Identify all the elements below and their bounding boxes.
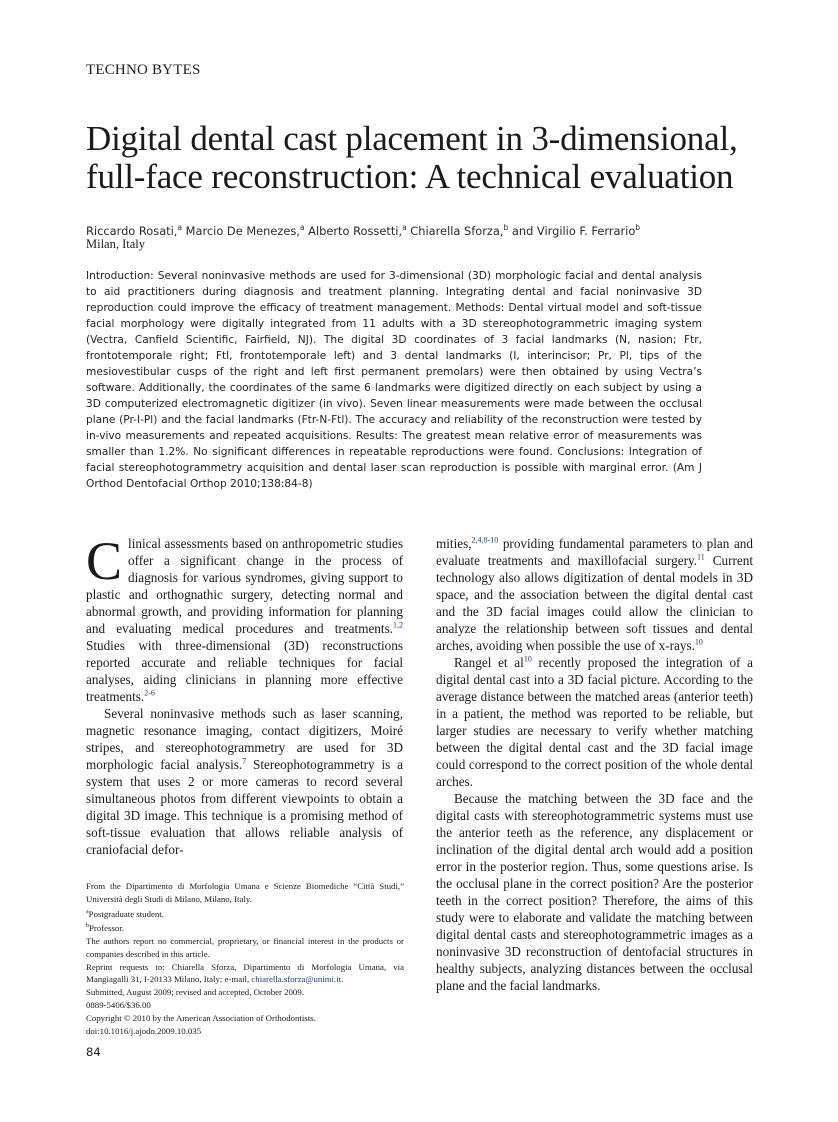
section-label: TECHNO BYTES — [86, 62, 201, 78]
author-name: Marcio De Menezes, — [182, 223, 300, 238]
citation-ref[interactable]: 7 — [242, 756, 247, 766]
author-list — [86, 219, 766, 240]
footnote-text: Postgraduate student. — [88, 908, 164, 919]
article-title: Digital dental cast placement in 3-dimensional, full-face reconstruction: A technical evaluation — [86, 119, 738, 196]
body-text: Studies with three-dimensional (3D) reconstructions reported accurate and reliable techniques for facial analyses, aiding clinicians in planning more effective treatments. — [86, 638, 403, 704]
body-text: Stereophotogrammetry is a system that uses 2 or more cameras to record several simultaneous photos from different viewpoints to obtain a digital 3D image. This technique is a promising method of soft-tissue evaluation that allows reliable analysis of craniofacial defor- — [86, 757, 403, 857]
affiliation-mark: b — [503, 223, 509, 232]
author-name: Alberto Rossetti, — [304, 223, 403, 238]
email-link[interactable]: chiarella.sforza@unimi.it — [251, 974, 342, 985]
body-text: Rangel et al — [454, 655, 524, 670]
body-paragraph — [436, 654, 753, 790]
author-name: Chiarella Sforza, — [406, 223, 504, 238]
body-text: Several noninvasive methods such as laser scanning, magnetic resonance imaging, contact digitizers, Moiré stripes, and stereophotogrammetry are used for 3D morphologic facial analysis. — [86, 706, 403, 772]
body-column-left — [86, 531, 403, 858]
body-text: Current technology also allows digitization of dental models in 3D space, and the association between the digital dental cast and the 3D facial images could allow the clinician to analyze the relationship between soft tissues and dental arches, avoiding when possible the use of x-rays. — [436, 553, 753, 653]
citation-ref[interactable]: 1,2 — [393, 620, 403, 630]
page-number: 84 — [86, 1045, 101, 1059]
body-paragraph — [436, 535, 753, 654]
footnote-text: Professor. — [89, 923, 124, 934]
affiliation-mark: b — [635, 223, 641, 232]
citation-ref[interactable]: 10 — [523, 654, 532, 664]
citation-ref[interactable]: 2,4,8-10 — [471, 535, 499, 545]
footnote-text: Reprint requests to: Chiarella Sforza, Dipartimento di Morfologia Umana, via Mangiagalli 31, I-20133 Milano, Italy; e-mail, — [86, 961, 404, 985]
affiliation-mark: a — [402, 223, 407, 232]
footnote-text: . — [341, 974, 344, 985]
citation-ref[interactable]: 11 — [697, 552, 705, 562]
body-paragraph — [86, 531, 403, 705]
footnote-b — [86, 920, 404, 935]
footnote-mark: b — [86, 923, 89, 930]
drop-cap: C — [86, 531, 123, 591]
footnote-mark: a — [86, 908, 89, 915]
author-location: Milan, Italy — [86, 237, 146, 251]
citation-ref[interactable]: 10 — [694, 637, 703, 647]
author-name: Riccardo Rosati, — [86, 223, 178, 238]
body-text: linical assessments based on anthropometric studies offer a significant change in the process of diagnosis for various syndromes, giving support to plastic and orthognathic surgery, detecting normal and abnormal growth, and providing information for planning and evaluating medical procedures and treatments. — [86, 536, 403, 636]
footnote-submitted: Submitted, August 2009; revised and accepted, October 2009. — [86, 987, 304, 998]
citation-ref[interactable]: 2-6 — [144, 688, 155, 698]
footnote-a — [86, 906, 404, 921]
footnote-issn: 0889-5406/$36.00 — [86, 1000, 151, 1011]
affiliation-mark: a — [177, 223, 183, 232]
footnotes — [86, 880, 404, 1037]
body-paragraph — [86, 705, 403, 858]
author-name: and Virgilio F. Ferrario — [508, 223, 636, 238]
footnote-affiliation: From the Dipartimento di Morfologia Umana e Scienze Biomediche “Città Studi,” Università degli Studi di Milano, Milano, Italy. — [86, 881, 404, 904]
footnote-copyright: Copyright © 2010 by the American Association of Orthodontists. — [86, 1012, 316, 1023]
body-text: mities, — [436, 536, 472, 551]
body-text: providing fundamental parameters to plan and evaluate treatments and maxillofacial surgery. — [436, 536, 753, 568]
affiliation-mark: a — [299, 223, 305, 232]
footnote-disclosure: The authors report no commercial, proprietary, or financial interest in the products or companies described in this article. — [86, 936, 404, 959]
body-paragraph: Because the matching between the 3D face and the digital casts with stereophotogrammetric systems must use the anterior teeth as the reference, any displacement or inclination of the digital dental arch would add a position error in the posterior region. Thus, some questions arise. Is the occlusal plane in the correct position? Are the posterior teeth in the correct position? Therefore, the aims of this study were to elaborate and validate the matching between digital dental casts and stereophotogrammetric images as a noninvasive 3D reconstruction of dentofacial structures in healthy subjects, analyzing distances between the occlusal plane and the facial landmarks. — [436, 791, 753, 993]
footnote-reprint — [86, 961, 404, 987]
abstract: Introduction: Several noninvasive methods are used for 3-dimensional (3D) morphologic facial and dental analysis to aid practitioners during diagnosis and treatment planning. Integrating dental and facial noninvasive 3D reproduction could improve the efficacy of treatment management. Methods: Dental virtual model and soft-tissue facial morphology were digitally integrated from 11 adults with a 3D stereophotogrammetric imaging system (Vectra, Canfield Scientific, Fairfield, NJ). The digital 3D coordinates of 3 facial landmarks (N, nasion; Ftr, frontotemporale right; Ftl, frontotemporale left) and 3 dental landmarks (I, interincisor; Pr, Pl, tips of the mesiovestibular cusps of the right and left first permanent premolars) were then obtained by using Vectra’s software. Additionally, the coordinates of the same 6 landmarks were digitized directly on each subject by using a 3D computerized electromagnetic digitizer (in vivo). Seven linear measurements were made between the occlusal plane (Pr-I-Pl) and the facial landmarks (Ftr-N-Ftl). The accuracy and reliability of the reconstruction were tested by in-vivo measurements and repeated acquisitions. Results: The greatest mean relative error of measurements was smaller than 1.2%. No significant differences in repeatable reproductions were found. Conclusions: Integration of facial stereophotogrammetry acquisition and dental laser scan reproduction is possible with marginal error. (Am J Orthod Dentofacial Orthop 2010;138:84-8) — [86, 270, 702, 490]
body-text: recently proposed the integration of a digital dental cast into a 3D facial picture. According to the average distance between the matched areas (anterior teeth) in a patient, the method was reported to be reliable, but larger studies are necessary to verify whether matching between the digital dental cast and the 3D facial image could correspond to the correct position of the whole dental arches. — [436, 655, 754, 789]
body-column-right — [436, 535, 753, 994]
footnote-doi: doi:10.1016/j.ajodo.2009.10.035 — [86, 1025, 202, 1036]
